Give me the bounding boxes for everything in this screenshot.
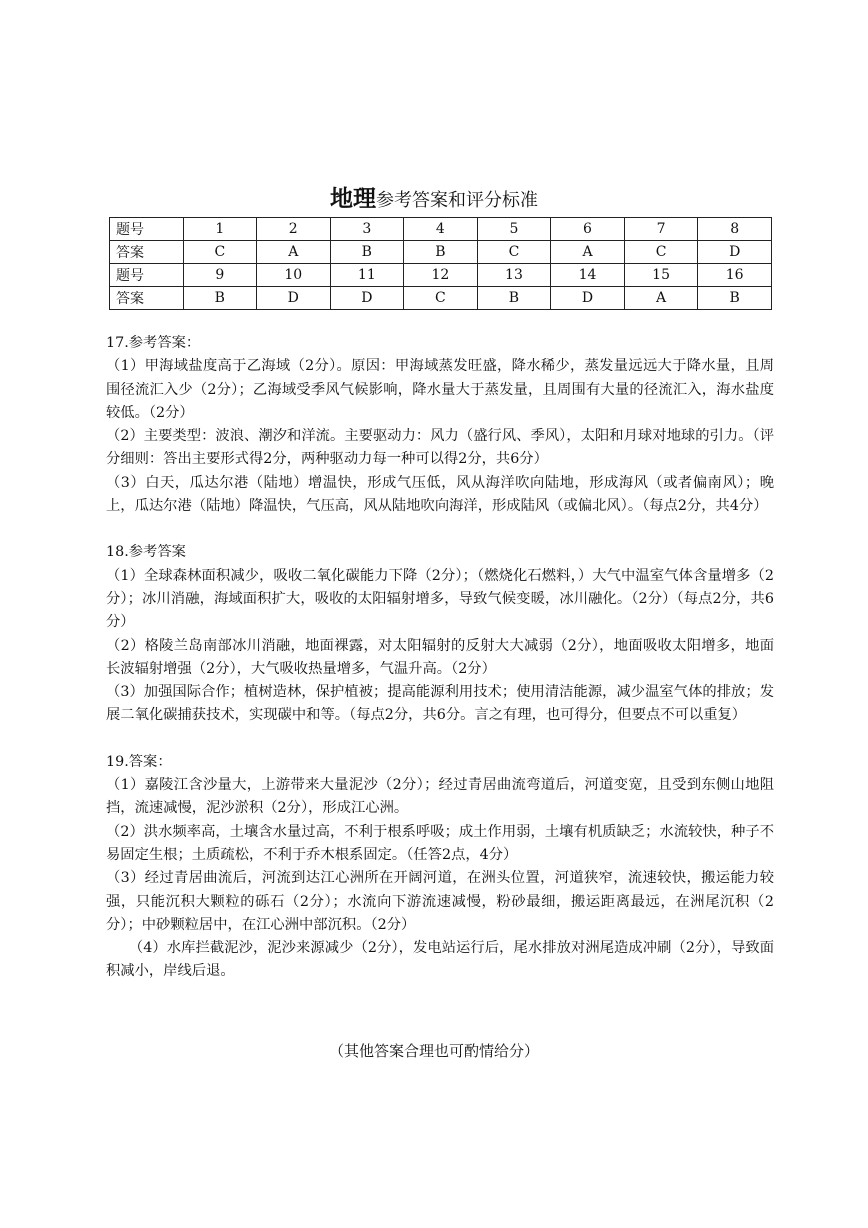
table-cell: B [330,241,404,264]
table-cell: 9 [183,264,256,287]
row-header: 题号 [110,264,184,287]
table-cell: 7 [624,218,698,241]
table-cell: 15 [624,264,698,287]
table-cell: C [404,287,478,310]
q17-part1: （1）甲海域盐度高于乙海域（2分）。原因：甲海域蒸发旺盛，降水稀少，蒸发量远远大于降水量，且周围径流汇入少（2分）；乙海域受季风气候影响，降水量大于蒸发量，且周围有大量的径流汇入，海水盐度较低。（2分） [106,358,774,421]
answer-table [109,217,772,310]
table-cell: B [183,287,256,310]
table-cell: 2 [256,218,330,241]
table-cell: 1 [183,218,256,241]
table-cell: B [404,241,478,264]
table-cell: A [551,241,625,264]
table-cell: 16 [698,264,772,287]
table-cell: 12 [404,264,478,287]
q19-part1: （1）嘉陵江含沙量大，上游带来大量泥沙（2分）；经过青居曲流弯道后，河道变宽，且受到东侧山地阻挡，流速减慢，泥沙淤积（2分），形成江心洲。 [106,777,774,817]
title-sub: 参考答案和评分标准 [376,190,538,211]
table-cell: 14 [551,264,625,287]
table-cell: 5 [477,218,551,241]
table-cell: D [551,287,625,310]
table-cell: 13 [477,264,551,287]
q18-heading: 18.参考答案 [106,544,186,561]
table-cell: A [624,287,698,310]
table-row [110,241,772,264]
row-header: 答案 [110,241,184,264]
table-cell: 6 [551,218,625,241]
table-cell: D [256,287,330,310]
q17-part2: （2）主要类型：波浪、潮汐和洋流。主要驱动力：风力（盛行风、季风），太阳和月球对地球的引力。（评分细则：答出主要形式得2分，两种驱动力每一种可以得2分，共6分） [106,428,774,468]
table-cell: B [477,287,551,310]
table-cell: C [624,241,698,264]
q18-part1: （1）全球森林面积减少，吸收二氧化碳能力下降（2分）；（燃烧化石燃料，）大气中温室气体含量增多（2分）；冰川消融，海域面积扩大，吸收的太阳辐射增多，导致气候变暖，冰川融化。（2分）（每点2分，共6分） [106,567,774,631]
table-cell: C [477,241,551,264]
row-header: 答案 [110,287,184,310]
table-row [110,264,772,287]
page-title [0,180,868,213]
footer-note: （其他答案合理也可酌情给分） [328,1042,539,1060]
table-cell: B [698,287,772,310]
table-cell: 8 [698,218,772,241]
q19-part4: （4）水库拦截泥沙，泥沙来源减少（2分），发电站运行后，尾水排放对洲尾造成冲刷（2分），导致面积减小，岸线后退。 [106,940,774,980]
q19-part2: （2）洪水频率高，土壤含水量过高，不利于根系呼吸；成土作用弱，土壤有机质缺乏；水流较快，种子不易固定生根；土质疏松，不利于乔木根系固定。（任答2点，4分） [106,823,774,863]
q19-heading: 19.答案： [106,753,172,770]
table-cell: A [256,241,330,264]
table-row [110,287,772,310]
q17-part3: （3）白天，瓜达尔港（陆地）增温快，形成气压低，风从海洋吹向陆地，形成海风（或者偏南风）；晚上，瓜达尔港（陆地）降温快，气压高，风从陆地吹向海洋，形成陆风（或偏北风）。（每点2分，共4分） [106,474,774,515]
table-cell: 10 [256,264,330,287]
row-header: 题号 [110,218,184,241]
q18-part3: （3）加强国际合作；植树造林，保护植被；提高能源利用技术；使用清洁能源，减少温室气体的排放；发展二氧化碳捕获技术，实现碳中和等。（每点2分，共6分。言之有理，也可得分，但要点不可以重复） [106,684,774,724]
q17-heading: 17.参考答案： [106,335,201,351]
q18-part2: （2）格陵兰岛南部冰川消融，地面裸露，对太阳辐射的反射大大减弱（2分），地面吸收太阳增多，地面长波辐射增强（2分），大气吸收热量增多，气温升高。（2分） [106,637,774,677]
answer-content [106,332,774,984]
q19-part3: （3）经过青居曲流后，河流到达江心洲所在开阔河道，在洲头位置，河道狭窄，流速较快，搬运能力较强，只能沉积大颗粒的砾石（2分）；水流向下游流速减慢，粉砂最细，搬运距离最远，在洲尾沉积（2分）；中砂颗粒居中，在江心洲中部沉积。（2分） [106,870,774,933]
table-cell: 11 [330,264,404,287]
title-main: 地理 [330,185,376,212]
table-row [110,218,772,241]
table-cell: D [330,287,404,310]
table-cell: 4 [404,218,478,241]
table-cell: 3 [330,218,404,241]
table-cell: C [183,241,256,264]
table-cell: D [698,241,772,264]
